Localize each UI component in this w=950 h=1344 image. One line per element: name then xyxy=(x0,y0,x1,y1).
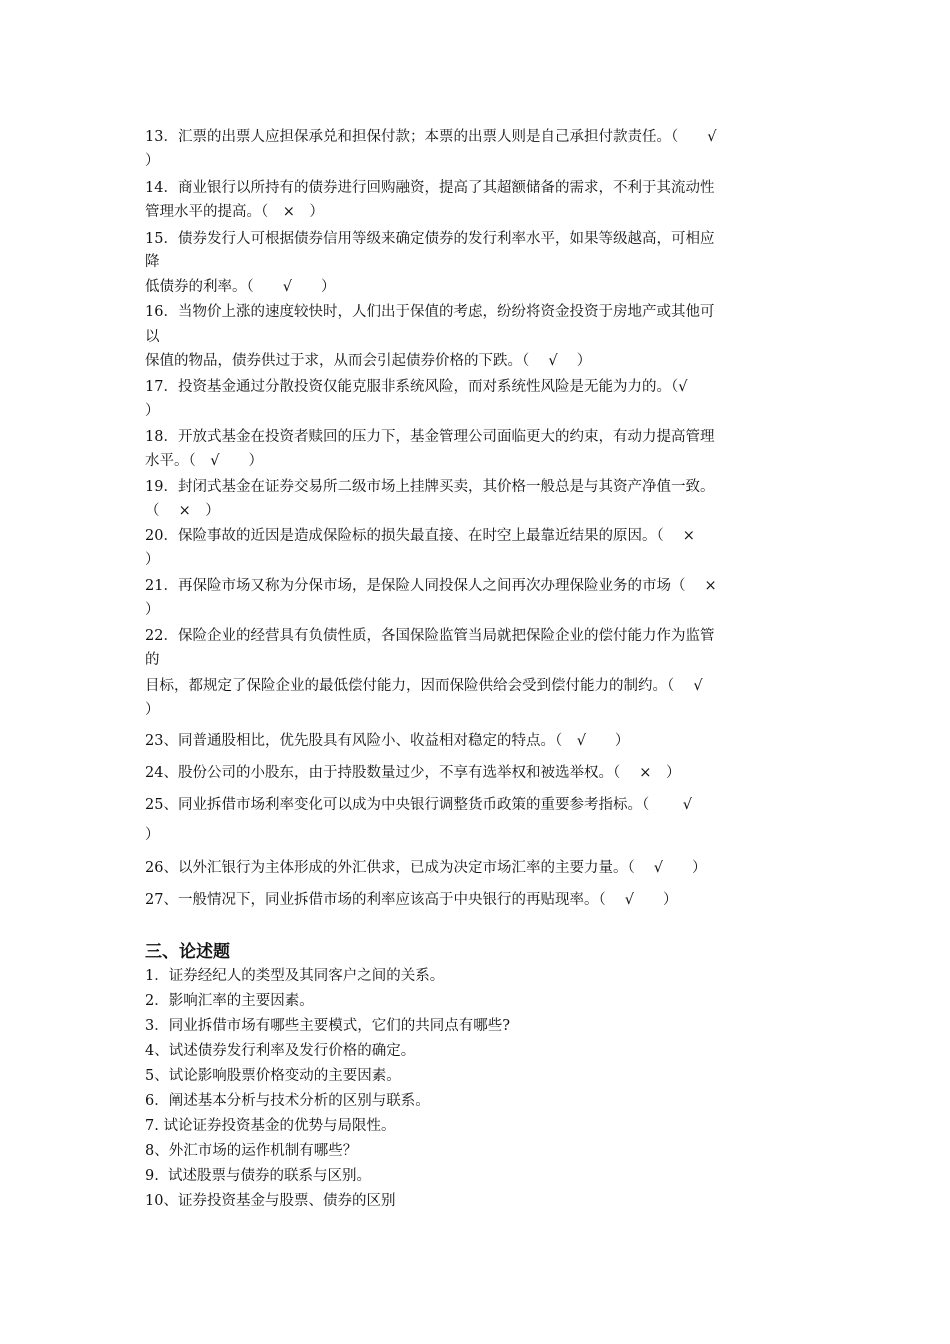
question-15-line-2: 降 xyxy=(145,254,160,270)
question-26-line-1: 26、以外汇银行为主体形成的外汇供求，已成为决定市场汇率的主要力量。（ √ ） xyxy=(145,860,707,876)
essay-item-2: 2．影响汇率的主要因素。 xyxy=(145,993,314,1009)
question-15-line-3: 低债券的利率。（ √ ） xyxy=(145,279,336,295)
essay-item-10: 10、证券投资基金与股票、债券的区别 xyxy=(145,1193,396,1209)
question-17-line-2: ） xyxy=(145,403,160,419)
question-21-line-2: ） xyxy=(145,602,160,618)
question-18-line-1: 18．开放式基金在投资者赎回的压力下，基金管理公司面临更大的约束，有动力提高管理 xyxy=(145,429,715,445)
question-16-line-2: 以 xyxy=(145,329,160,345)
section-heading-essay: 三、论述题 xyxy=(145,942,230,962)
question-25-line-2: ） xyxy=(145,827,160,843)
question-13-line-1: 13．汇票的出票人应担保承兑和担保付款；本票的出票人则是自己承担付款责任。（ √ xyxy=(145,129,717,145)
question-24-line-1: 24、股份公司的小股东，由于持股数量过少，不享有选举权和被选举权。（ × ） xyxy=(145,765,681,781)
question-18-line-2: 水平。（ √ ） xyxy=(145,453,263,469)
question-19-line-1: 19．封闭式基金在证券交易所二级市场上挂牌买卖，其价格一般总是与其资产净值一致。 xyxy=(145,479,715,495)
question-16-line-1: 16．当物价上涨的速度较快时，人们出于保值的考虑，纷纷将资金投资于房地产或其他可 xyxy=(145,304,715,320)
question-22-line-3: 目标，都规定了保险企业的最低偿付能力，因而保险供给会受到偿付能力的制约。（ √ xyxy=(145,678,703,694)
question-22-line-1: 22．保险企业的经营具有负债性质，各国保险监管当局就把保险企业的偿付能力作为监管 xyxy=(145,628,715,644)
question-27-line-1: 27、一般情况下，同业拆借市场的利率应该高于中央银行的再贴现率。（ √ ） xyxy=(145,892,678,908)
question-21-line-1: 21．再保险市场又称为分保市场，是保险人同投保人之间再次办理保险业务的市场（ × xyxy=(145,578,717,594)
essay-item-8: 8、外汇市场的运作机制有哪些？ xyxy=(145,1143,358,1159)
essay-item-4: 4、试述债券发行利率及发行价格的确定。 xyxy=(145,1043,416,1059)
question-22-line-2: 的 xyxy=(145,652,160,668)
question-23-line-1: 23、同普通股相比，优先股具有风险小、收益相对稳定的特点。（ √ ） xyxy=(145,733,630,749)
question-20-line-1: 20．保险事故的近因是造成保险标的损失最直接、在时空上最靠近结果的原因。（ × xyxy=(145,528,695,544)
question-14-line-1: 14．商业银行以所持有的债券进行回购融资，提高了其超额储备的需求，不利于其流动性 xyxy=(145,180,715,196)
essay-item-6: 6．阐述基本分析与技术分析的区别与联系。 xyxy=(145,1093,430,1109)
question-25-line-1: 25、同业拆借市场利率变化可以成为中央银行调整货币政策的重要参考指标。（ √ xyxy=(145,797,693,813)
essay-item-3: 3．同业拆借市场有哪些主要模式，它们的共同点有哪些? xyxy=(145,1018,510,1034)
question-19-line-2: （ × ） xyxy=(145,503,220,519)
essay-item-9: 9. 试述股票与债券的联系与区别。 xyxy=(145,1168,372,1184)
question-22-line-4: ） xyxy=(145,702,160,718)
question-15-line-1: 15．债券发行人可根据债券信用等级来确定债券的发行利率水平，如果等级越高，可相应 xyxy=(145,231,715,247)
question-14-line-2: 管理水平的提高。（ × ） xyxy=(145,204,324,220)
question-13-line-2: ） xyxy=(145,153,160,169)
essay-item-5: 5、试论影响股票价格变动的主要因素。 xyxy=(145,1068,401,1084)
essay-item-1: 1．证券经纪人的类型及其同客户之间的关系。 xyxy=(145,968,445,984)
question-17-line-1: 17．投资基金通过分散投资仅能克服非系统风险，而对系统性风险是无能为力的。（√ xyxy=(145,379,688,395)
essay-item-7: 7. 试论证券投资基金的优势与局限性。 xyxy=(145,1118,396,1134)
question-16-line-3: 保值的物品，债券供过于求，从而会引起债券价格的下跌。（ √ ） xyxy=(145,353,592,369)
question-20-line-2: ） xyxy=(145,552,160,568)
